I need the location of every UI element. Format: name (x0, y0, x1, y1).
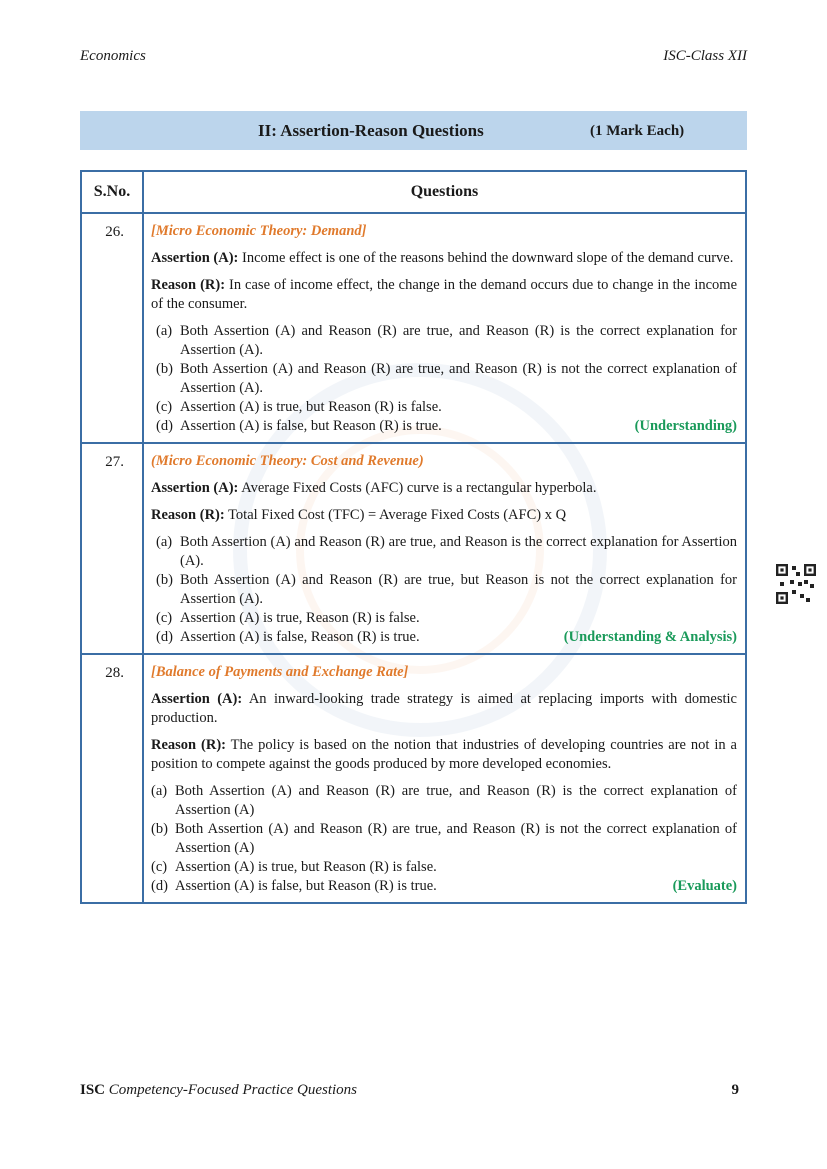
option-list (151, 322, 737, 436)
option-a: (a) Both Assertion (A) and Reason (R) are true, and Reason (R) is the correct explanation of Assertion (A) (151, 783, 737, 818)
cognitive-level: (Evaluate) (672, 878, 737, 894)
section-title: II: Assertion-Reason Questions (258, 121, 484, 140)
option-c: (c) Assertion (A) is true, but Reason (R) is false. (156, 399, 442, 415)
cognitive-level: (Understanding) (634, 418, 737, 434)
questions-header: Questions (143, 171, 746, 213)
question-topic: [Micro Economic Theory: Demand] (151, 223, 367, 239)
question-number: 27. (81, 443, 143, 654)
header-class: ISC-Class XII (663, 48, 747, 64)
reason-text: Reason (R): In case of income effect, the change in the demand occurs due to change in the income of the consumer. (151, 277, 738, 312)
reason-text: Reason (R): Total Fixed Cost (TFC) = Average Fixed Costs (AFC) x Q (151, 507, 567, 523)
qr-code-icon[interactable] (776, 564, 816, 604)
assertion-text: Assertion (A): An inward-looking trade strategy is aimed at replacing imports with domestic production. (151, 691, 737, 726)
question-topic: (Micro Economic Theory: Cost and Revenue) (151, 453, 424, 469)
sno-header: S.No. (81, 171, 143, 213)
question-body (143, 443, 746, 654)
question-row (81, 213, 746, 443)
header-subject: Economics (80, 48, 146, 64)
section-marks: (1 Mark Each) (590, 123, 685, 139)
option-c: (c) Assertion (A) is true, but Reason (R) is false. (151, 859, 437, 875)
option-list (151, 782, 737, 896)
option-b: (b) Both Assertion (A) and Reason (R) are true, and Reason (R) is not the correct explanation of Assertion (A). (156, 361, 737, 396)
page-number: 9 (731, 1082, 739, 1098)
assertion-text: Assertion (A): Average Fixed Costs (AFC) curve is a rectangular hyperbola. (151, 480, 597, 496)
option-d: (d) Assertion (A) is false, but Reason (R) is true. (Evaluate) (151, 878, 737, 894)
option-d: (d) Assertion (A) is false, but Reason (R) is true. (Understanding) (156, 418, 737, 434)
question-topic: [Balance of Payments and Exchange Rate] (151, 664, 409, 680)
option-b: (b) Both Assertion (A) and Reason (R) are true, and Reason (R) is not the correct explanation of Assertion (A) (151, 821, 737, 856)
question-number: 26. (81, 213, 143, 443)
option-d: (d) Assertion (A) is false, Reason (R) is true. (Understanding & Analysis) (156, 629, 737, 645)
question-number: 28. (81, 654, 143, 903)
questions-table (80, 170, 747, 904)
question-row (81, 443, 746, 654)
option-a: (a) Both Assertion (A) and Reason (R) are true, and Reason is the correct explanation for Assertion (A). (156, 534, 737, 569)
cognitive-level: (Understanding & Analysis) (563, 629, 737, 645)
question-row (81, 654, 746, 903)
option-b: (b) Both Assertion (A) and Reason (R) are true, but Reason is not the correct explanation for Assertion (A). (156, 572, 737, 607)
footer-title: ISC Competency-Focused Practice Questions (80, 1082, 358, 1098)
option-c: (c) Assertion (A) is true, Reason (R) is false. (156, 610, 420, 626)
option-a: (a) Both Assertion (A) and Reason (R) are true, and Reason (R) is the correct explanation for Assertion (A). (156, 323, 737, 358)
question-body (143, 654, 746, 903)
assertion-text: Assertion (A): Income effect is one of the reasons behind the downward slope of the demand curve. (151, 250, 734, 266)
question-body (143, 213, 746, 443)
section-banner (80, 111, 747, 150)
option-list (151, 533, 737, 647)
reason-text: Reason (R): The policy is based on the notion that industries of developing countries are not in a position to compete against the goods produced by more developed economies. (151, 737, 737, 772)
